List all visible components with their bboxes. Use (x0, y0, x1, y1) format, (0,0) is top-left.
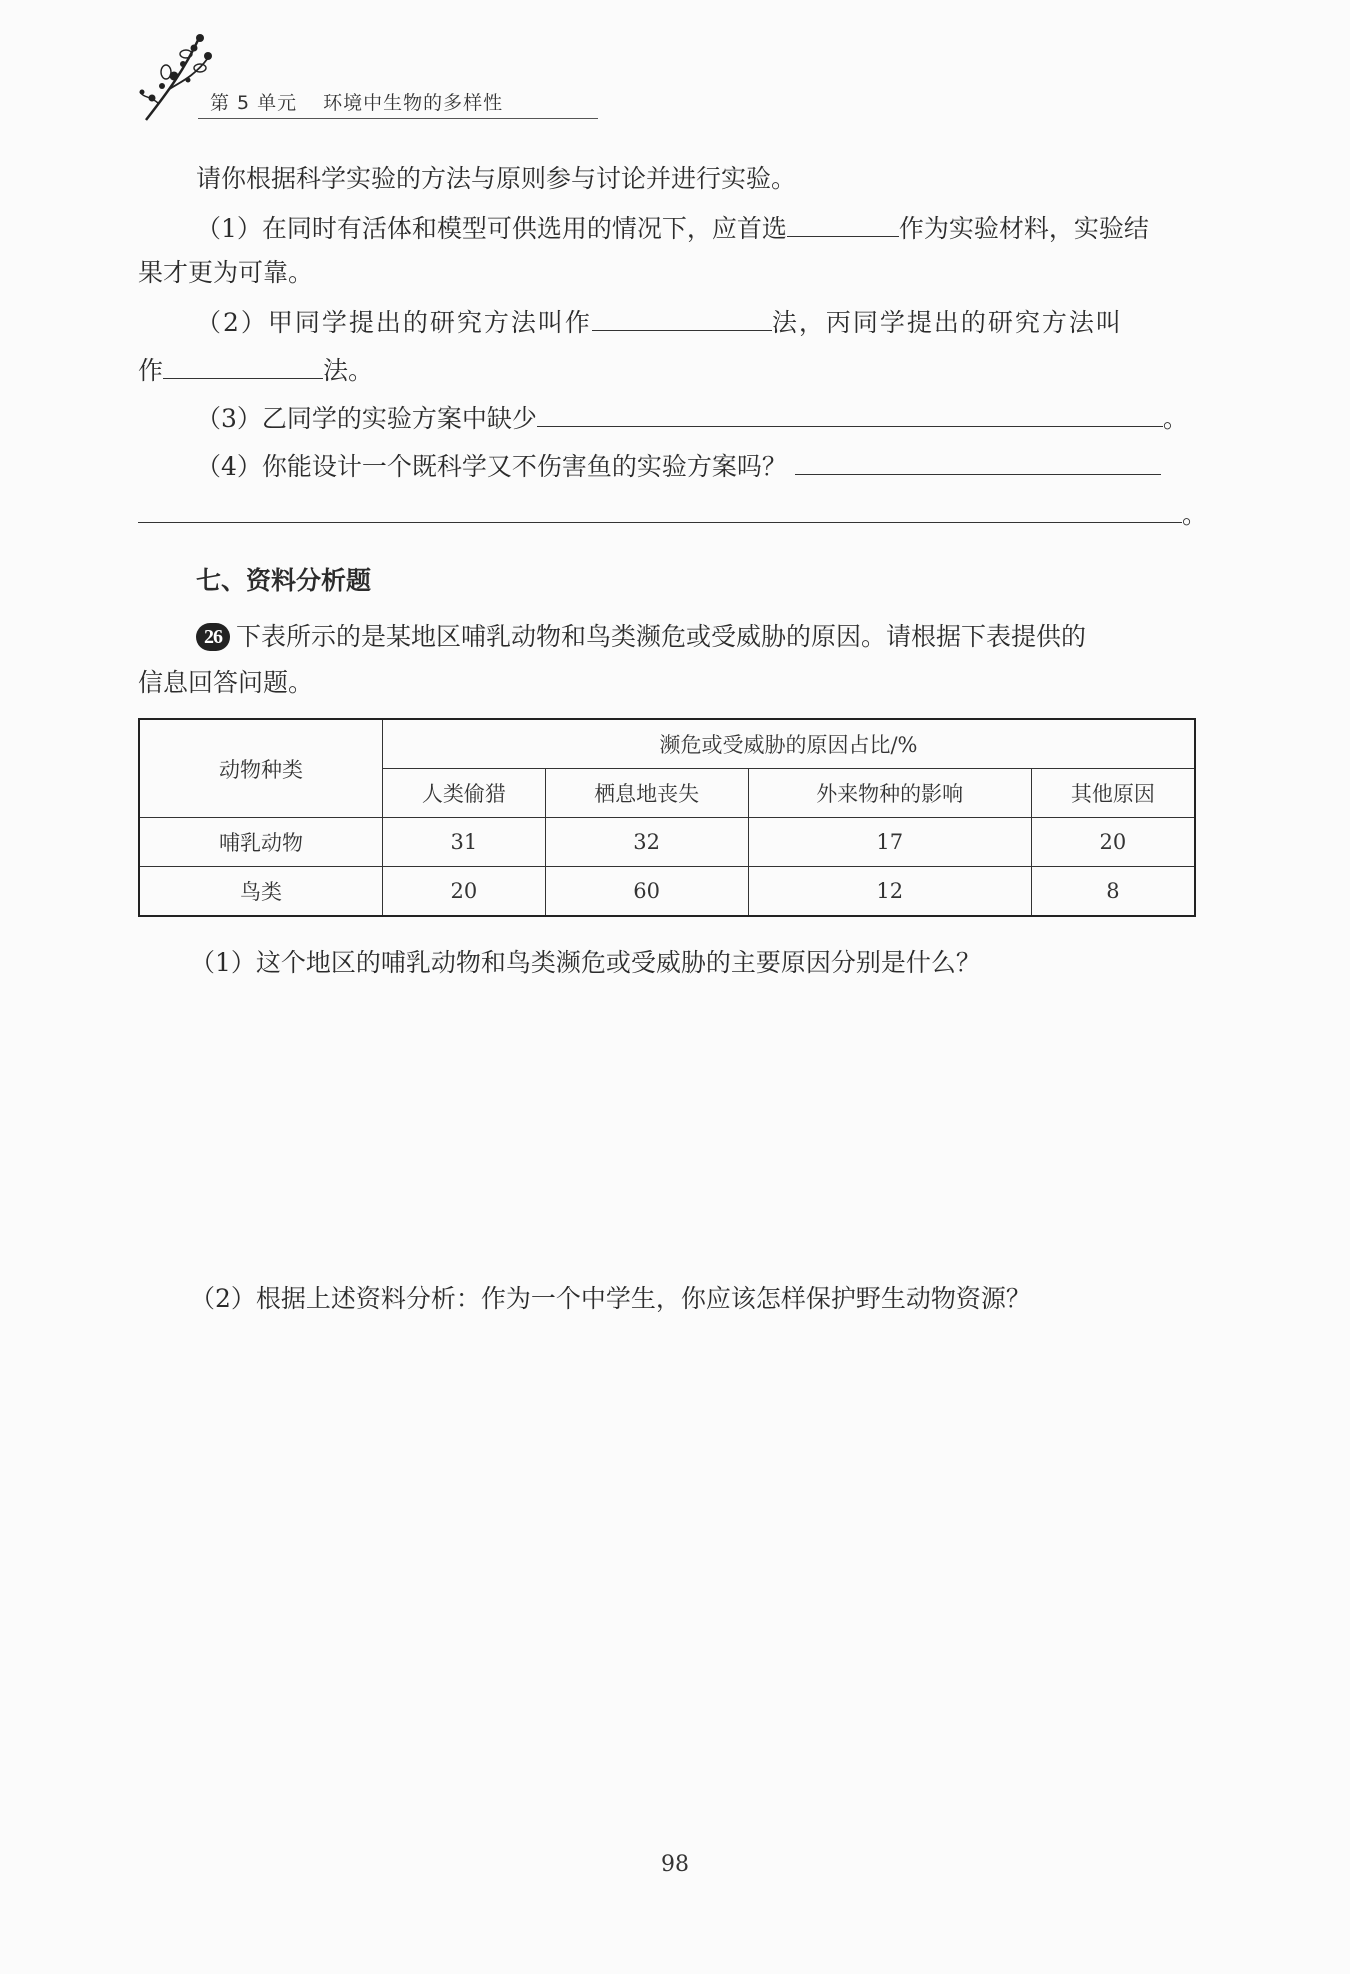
q2-answer-blank-2[interactable] (163, 352, 323, 379)
header-rule (198, 118, 598, 119)
q1-line2: 果才更为可靠。 (138, 258, 314, 287)
q4-answer-blank-2[interactable] (138, 496, 1182, 523)
row-label: 鸟类 (139, 867, 383, 917)
question-26-line2: 信息回答问题。 (138, 668, 314, 697)
q2-text-c: 作 (138, 356, 164, 385)
table-row (139, 867, 1195, 917)
q2-text-d: 法。 (323, 356, 374, 385)
q1-text-a: （1）在同时有活体和模型可供选用的情况下，应首选 (196, 214, 787, 243)
group-header: 濒危或受威胁的原因占比/% (383, 719, 1196, 769)
q2-line1 (196, 304, 1123, 340)
unit-title: 环境中生物的多样性 (323, 92, 504, 114)
q3-answer-blank[interactable] (537, 400, 1163, 427)
q1-text-b: 作为实验材料，实验结 (898, 214, 1149, 243)
species-header: 动物种类 (139, 719, 383, 818)
question-number-badge: 26 (196, 623, 230, 651)
q1-answer-blank[interactable] (787, 210, 899, 237)
q3-text-a: （3）乙同学的实验方案中缺少 (196, 404, 537, 433)
q1-line1 (196, 210, 1149, 246)
subquestion-1: （1）这个地区的哺乳动物和鸟类濒危或受威胁的主要原因分别是什么？ (190, 948, 981, 977)
row-label: 哺乳动物 (139, 818, 383, 867)
column-header: 外来物种的影响 (748, 769, 1031, 818)
column-header: 其他原因 (1031, 769, 1195, 818)
table-row (139, 818, 1195, 867)
q2-line2 (138, 352, 373, 388)
question-26-line1 (196, 620, 1086, 654)
q4-answer-blank-1[interactable] (795, 448, 1161, 475)
q2-text-b: 法，丙同学提出的研究方法叫 (771, 308, 1123, 337)
page-number: 98 (661, 1852, 689, 1877)
header-text (210, 88, 503, 115)
table-cell: 60 (545, 867, 748, 917)
table-cell: 8 (1031, 867, 1195, 917)
unit-label: 第 5 单元 (210, 92, 298, 114)
table-header-row (139, 719, 1195, 769)
table-cell: 12 (748, 867, 1031, 917)
q4-line1 (196, 448, 1161, 484)
q4-text-a: （4）你能设计一个既科学又不伤害鱼的实验方案吗？ (196, 452, 787, 481)
column-header: 栖息地丧失 (545, 769, 748, 818)
page-header (138, 28, 1198, 124)
q3-end: 。 (1162, 404, 1188, 433)
q2-answer-blank-1[interactable] (592, 304, 772, 331)
intro-line: 请你根据科学实验的方法与原则参与讨论并进行实验。 (196, 164, 797, 193)
subquestion-2: （2）根据上述资料分析：作为一个中学生，你应该怎样保护野生动物资源？ (190, 1284, 1031, 1313)
table-cell: 20 (383, 867, 546, 917)
table-cell: 31 (383, 818, 546, 867)
q3-line (196, 400, 1188, 436)
table-cell: 32 (545, 818, 748, 867)
q2-text-a: （2）甲同学提出的研究方法叫作 (196, 308, 592, 337)
column-header: 人类偷猎 (383, 769, 546, 818)
q4-line2 (138, 496, 1207, 532)
table-cell: 17 (748, 818, 1031, 867)
section-title: 七、资料分析题 (196, 566, 372, 595)
q4-end: 。 (1182, 500, 1208, 529)
question-26-text-a: 下表所示的是某地区哺乳动物和鸟类濒危或受威胁的原因。请根据下表提供的 (236, 622, 1087, 651)
table-cell: 20 (1031, 818, 1195, 867)
threat-causes-table (138, 718, 1196, 917)
